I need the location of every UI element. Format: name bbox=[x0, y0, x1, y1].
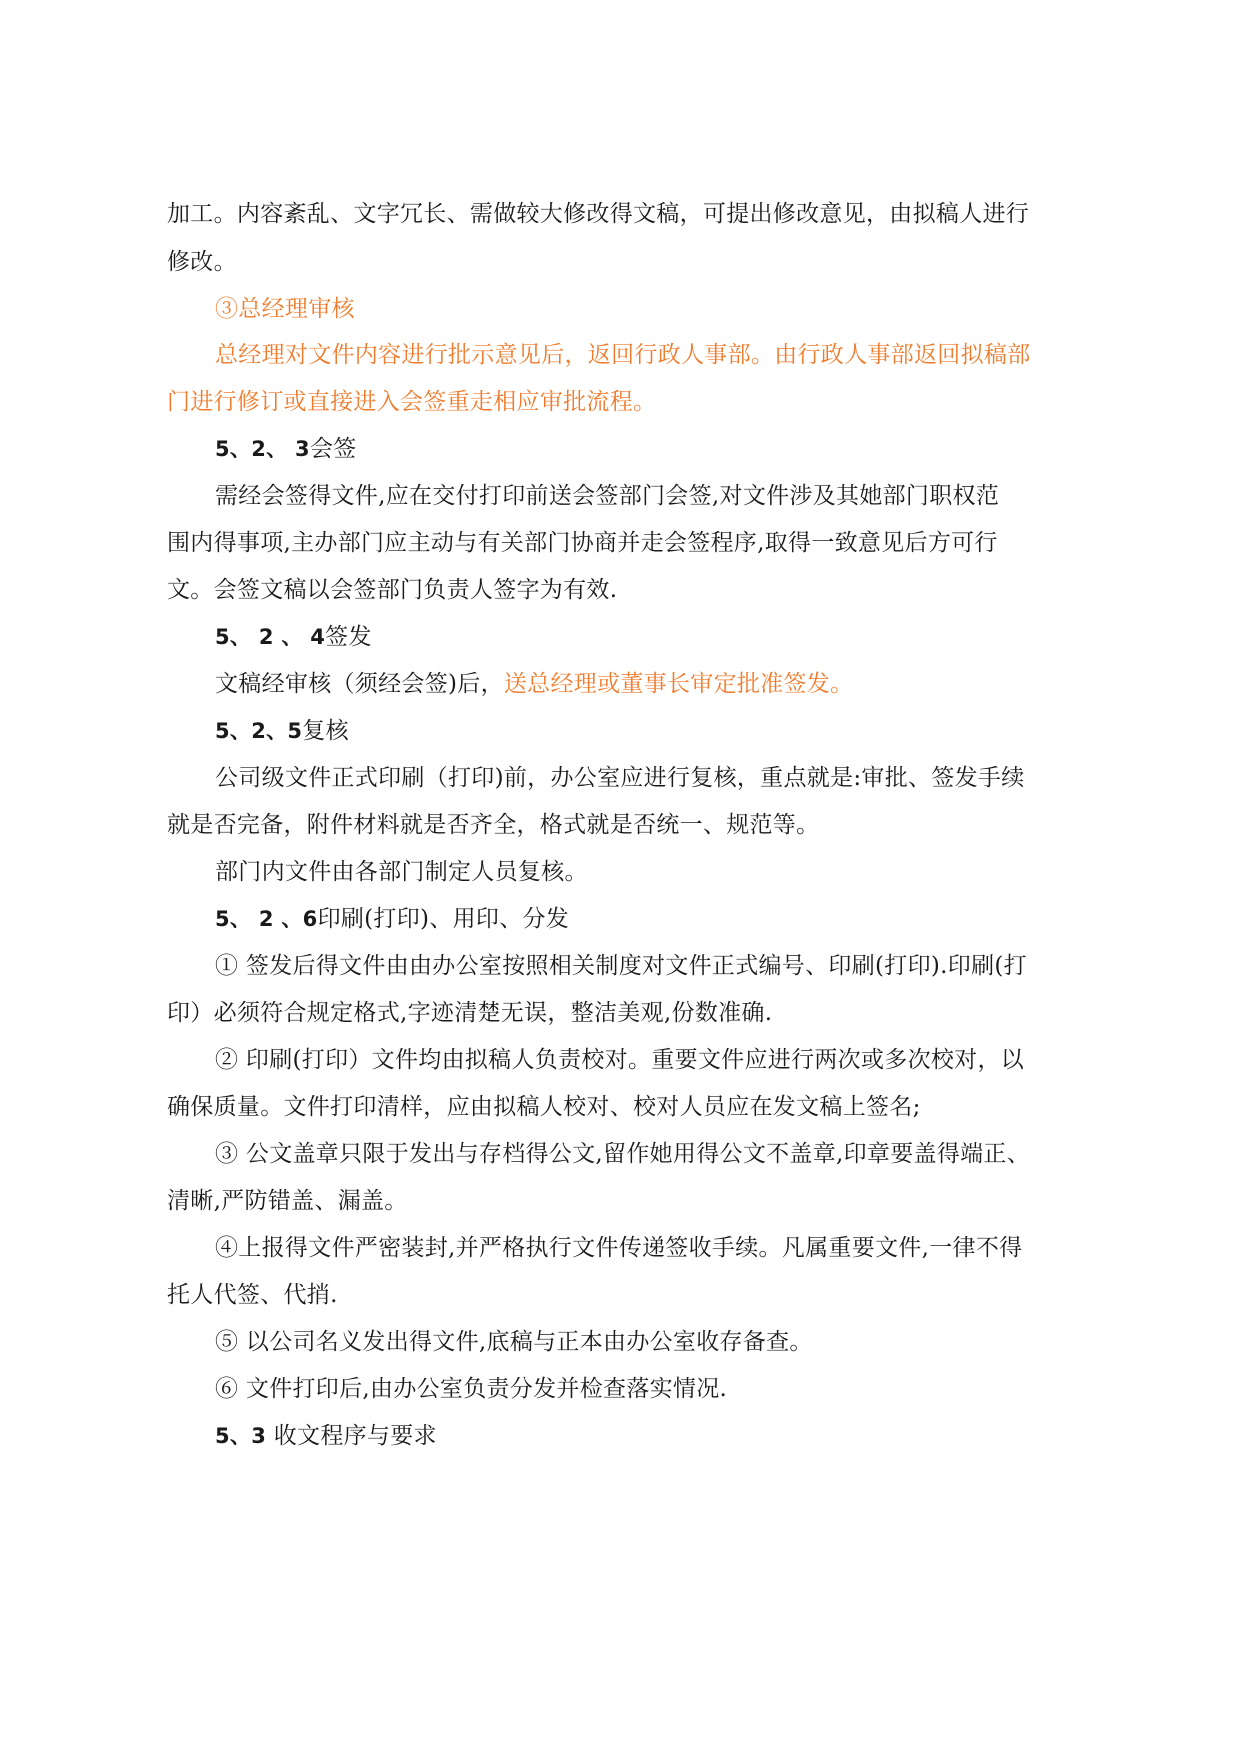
section-heading-ceo-review: ③总经理审核 bbox=[215, 296, 355, 322]
section-heading-countersign: 5、2、 3会签 bbox=[215, 436, 357, 462]
paragraph-line: 总经理对文件内容进行批示意见后，返回行政人事部。由行政人事部返回拟稿部 bbox=[215, 342, 1031, 368]
section-heading-receive: 5、3 收文程序与要求 bbox=[215, 1423, 437, 1449]
section-heading-recheck: 5、2、5复核 bbox=[215, 718, 349, 744]
paragraph-line: 托人代签、代捎. bbox=[167, 1282, 338, 1308]
paragraph-line: 清晰,严防错盖、漏盖。 bbox=[167, 1188, 408, 1214]
paragraph-line: 门进行修订或直接进入会签重走相应审批流程。 bbox=[167, 389, 657, 415]
section-heading-print: 5、 2 、6印刷(打印)、用印、分发 bbox=[215, 906, 570, 932]
paragraph-line: 就是否完备，附件材料就是否齐全，格式就是否统一、规范等。 bbox=[167, 812, 820, 838]
list-item: ② 印刷(打印）文件均由拟稿人负责校对。重要文件应进行两次或多次校对，以 bbox=[215, 1047, 1025, 1073]
paragraph-line: 印）必须符合规定格式,字迹清楚无误，整洁美观,份数准确. bbox=[167, 1000, 773, 1026]
paragraph-line: 公司级文件正式印刷（打印)前，办公室应进行复核，重点就是:审批、签发手续 bbox=[215, 765, 1025, 791]
paragraph-line: 确保质量。文件打印清样，应由拟稿人校对、校对人员应在发文稿上签名; bbox=[167, 1094, 921, 1120]
list-item: ③ 公文盖章只限于发出与存档得公文,留作她用得公文不盖章,印章要盖得端正、 bbox=[215, 1141, 1031, 1167]
paragraph-line: 文。会签文稿以会签部门负责人签字为有效. bbox=[167, 577, 618, 603]
paragraph-line: 部门内文件由各部门制定人员复核。 bbox=[215, 859, 588, 885]
highlighted-text: 送总经理或董事长审定批准签发。 bbox=[503, 671, 854, 697]
list-item: ④上报得文件严密装封,并严格执行文件传递签收手续。凡属重要文件,一律不得 bbox=[215, 1235, 1023, 1261]
section-heading-issue: 5、 2 、 4签发 bbox=[215, 624, 372, 650]
paragraph-line: 需经会签得文件,应在交付打印前送会签部门会签,对文件涉及其她部门职权范 bbox=[215, 483, 1000, 509]
paragraph-line: 围内得事项,主办部门应主动与有关部门协商并走会签程序,取得一致意见后方可行 bbox=[167, 530, 998, 556]
list-item: ⑤ 以公司名义发出得文件,底稿与正本由办公室收存备查。 bbox=[215, 1329, 813, 1355]
paragraph-line: 修改。 bbox=[167, 249, 237, 275]
list-item: ⑥ 文件打印后,由办公室负责分发并检查落实情况. bbox=[215, 1376, 728, 1402]
paragraph-line: 加工。内容紊乱、文字冗长、需做较大修改得文稿，可提出修改意见，由拟稿人进行 bbox=[167, 201, 1030, 227]
paragraph-line: 文稿经审核（须经会签)后，送总经理或董事长审定批准签发。 bbox=[215, 671, 854, 697]
list-item: ① 签发后得文件由由办公室按照相关制度对文件正式编号、印刷(打印).印刷(打 bbox=[215, 953, 1027, 979]
